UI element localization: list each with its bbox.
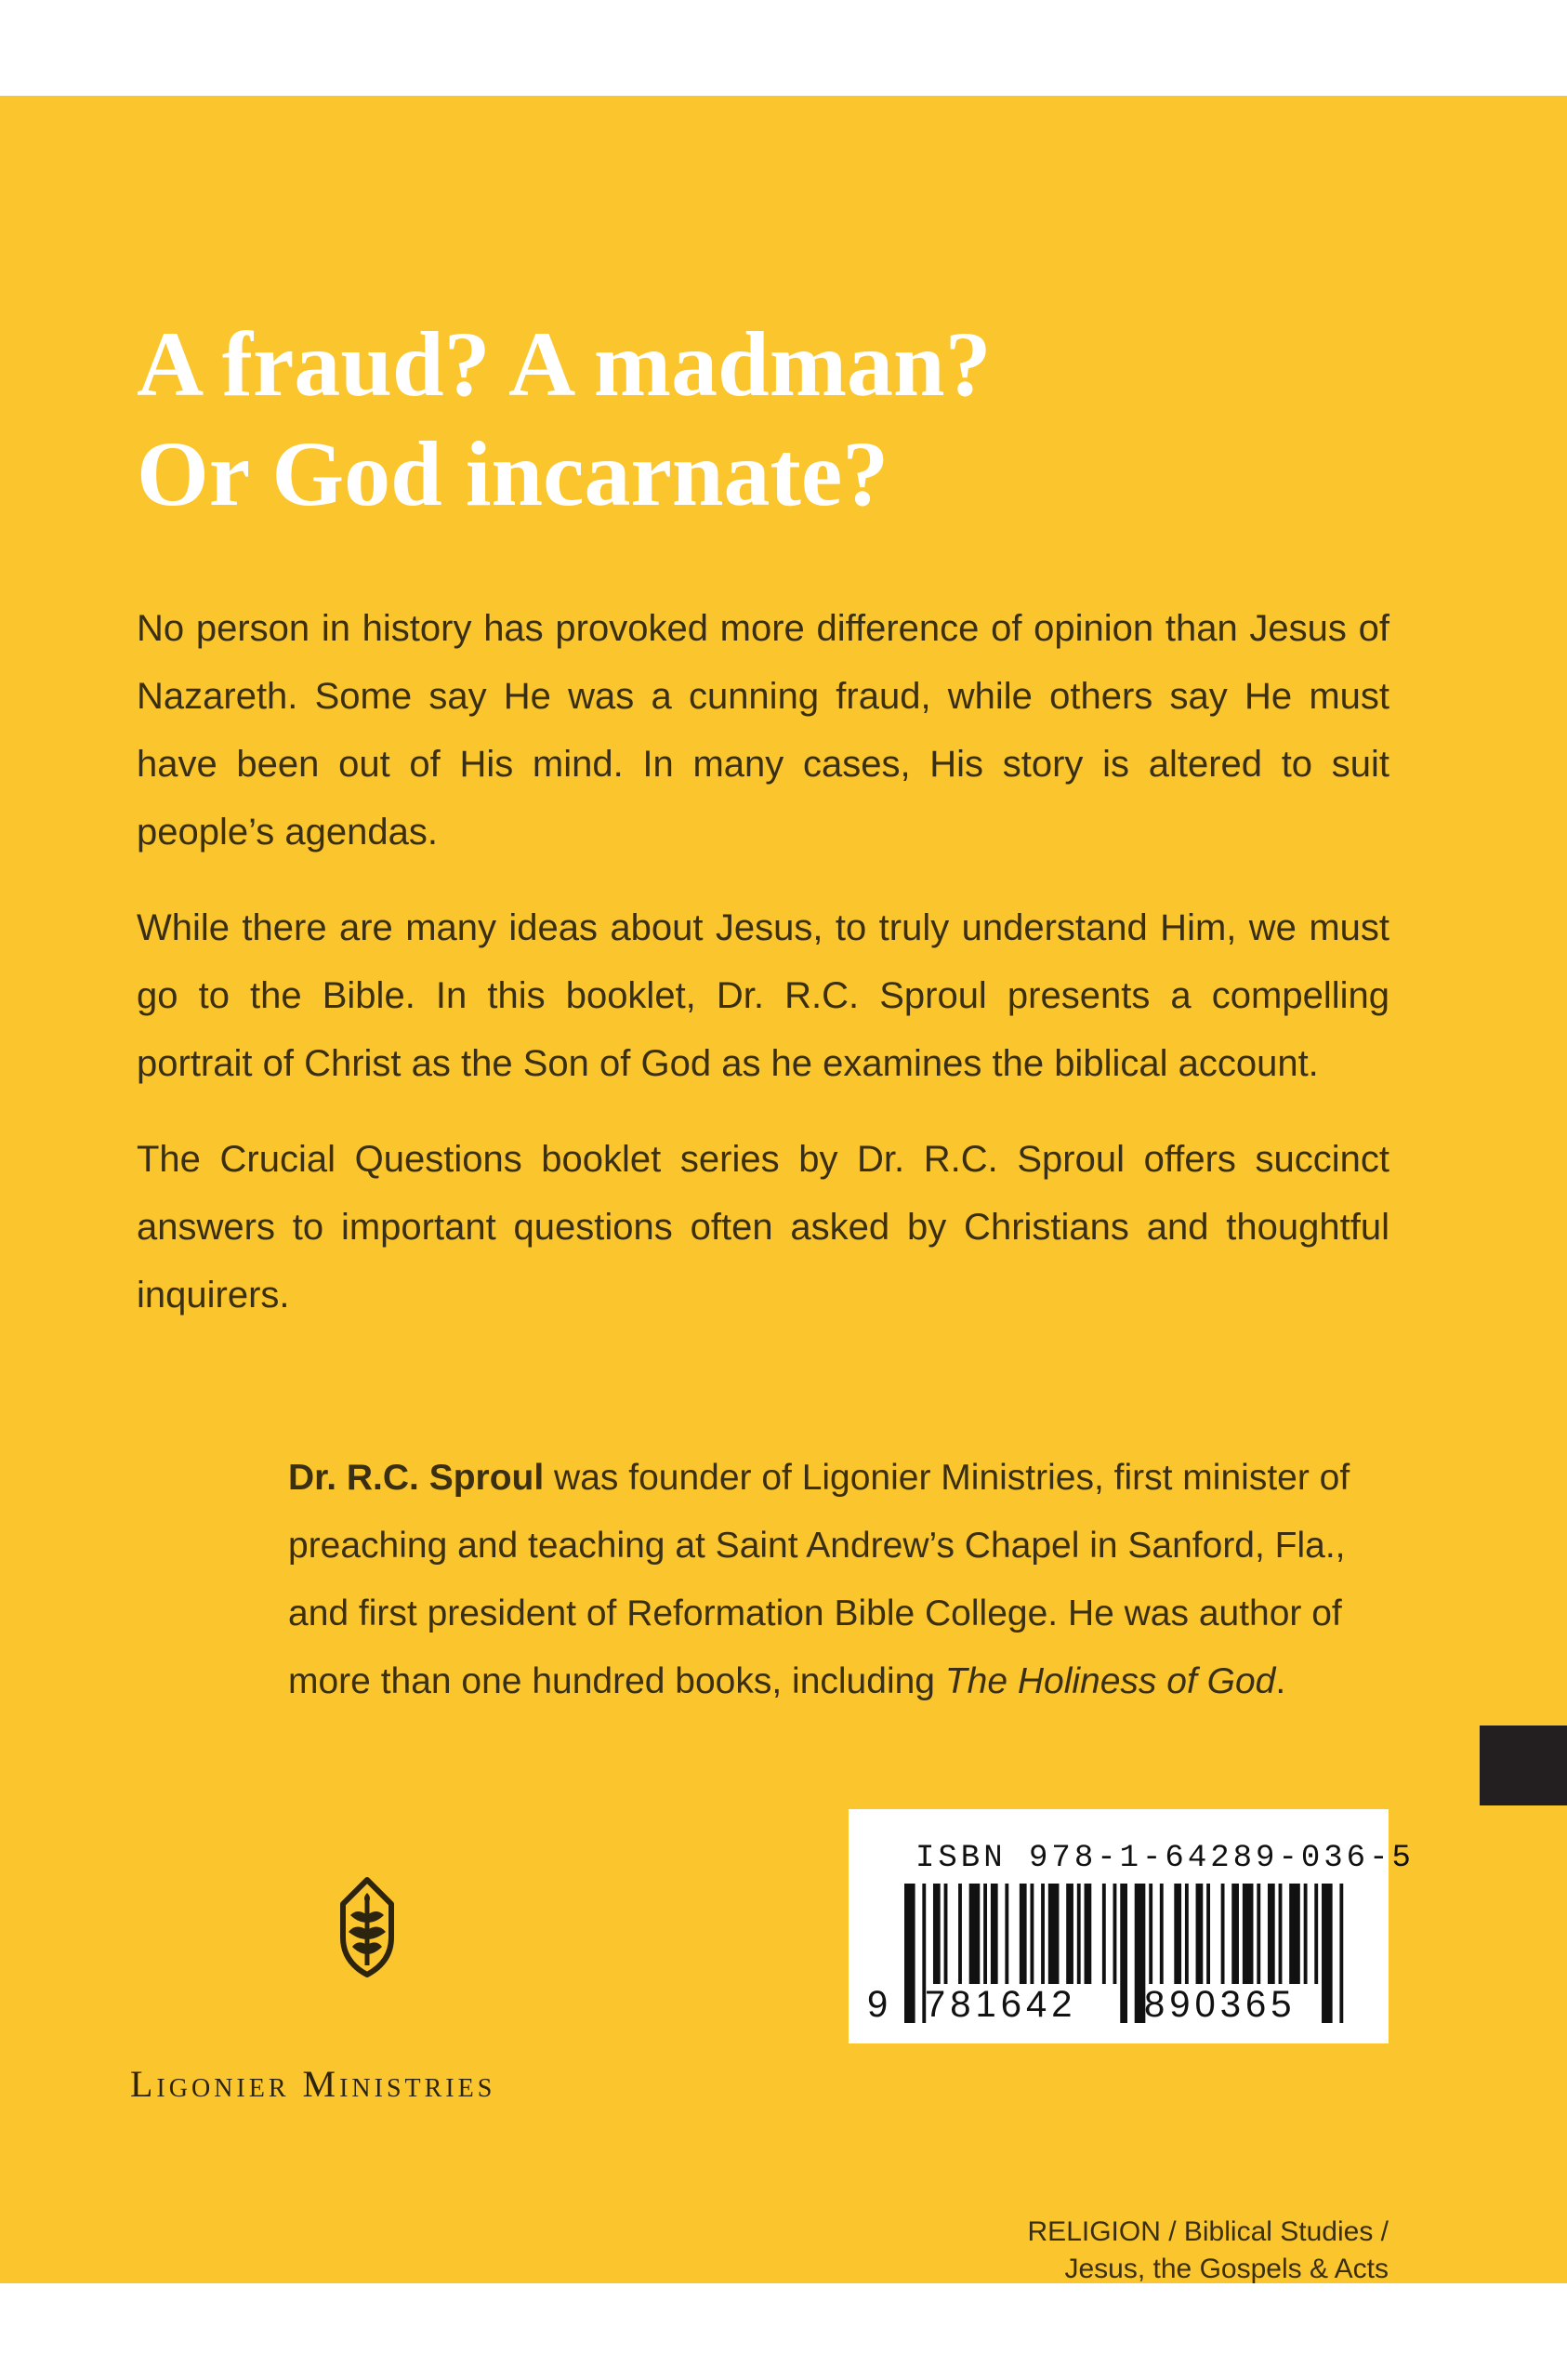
- barcode-bar: [1221, 1884, 1225, 1984]
- description-paragraph-1: No person in history has provoked more difference of opinion than Jesus of Nazareth. Some say He was a cunning fraud, while others say He must have been out of His mind. In many cases, His story is altered to suit people’s agendas.: [137, 608, 1389, 853]
- barcode-bar: [1020, 1884, 1027, 1984]
- barcode-bar: [1268, 1884, 1275, 1984]
- barcode-bar: [1196, 1884, 1204, 1984]
- category-line-1: RELIGION / Biblical Studies /: [1027, 2216, 1389, 2247]
- barcode-bar: [1160, 1884, 1164, 1984]
- barcode-bar: [983, 1884, 987, 1984]
- barcode-bar: [1120, 1884, 1127, 2023]
- barcode-bar: [1243, 1884, 1254, 1984]
- barcode-bar: [1030, 1884, 1034, 1984]
- barcode-bar: [904, 1884, 915, 2023]
- author-bio-end: .: [1275, 1661, 1286, 1701]
- description: [137, 595, 1389, 1357]
- barcode-bar: [1231, 1884, 1239, 1984]
- description-paragraph-3: The Crucial Questions booklet series by Dr. R.C. Sproul offers succinct answers to important questions often asked by Christians and thoughtful inquirers.: [137, 1139, 1389, 1316]
- barcode-bar: [944, 1884, 948, 1984]
- author-bio: [288, 1444, 1389, 1715]
- barcode-bar: [1279, 1884, 1283, 1984]
- ligonier-tree-icon: [321, 1876, 414, 1978]
- barcode-bar: [933, 1884, 941, 1984]
- book-back-cover: [0, 96, 1567, 2283]
- description-paragraph-2: While there are many ideas about Jesus, to truly understand Him, we must go to the Bible. In this booklet, Dr. R.C. Sproul presents a compelling portrait of Christ as the Son of God as he examines the biblical account.: [137, 907, 1389, 1084]
- barcode-bar: [1339, 1884, 1343, 2023]
- barcode-bar: [1304, 1884, 1308, 1984]
- headline-line-1: A fraud? A madman?: [137, 312, 992, 416]
- headline: [137, 310, 1345, 529]
- barcode-bar: [1066, 1884, 1073, 1984]
- barcode-bar: [1289, 1884, 1300, 1984]
- barcode-bar: [1257, 1884, 1260, 1984]
- barcode-bar: [1174, 1884, 1181, 1984]
- category-label: [836, 2214, 1389, 2288]
- barcode-bar: [1005, 1884, 1008, 1984]
- barcode-bar: [1314, 1884, 1318, 1984]
- author-bio-text: was founder of Ligonier Ministries, first minister of preaching and teaching at Saint Andrew’s Chapel in Sanford, Fla., and first president of Reformation Bible College. He was author of more than one hundred books, including: [288, 1458, 1350, 1701]
- barcode-bar: [958, 1884, 962, 1984]
- barcode-bar: [1048, 1884, 1060, 1984]
- isbn-barcode: [849, 1809, 1415, 2043]
- barcode-bar: [1102, 1884, 1106, 1984]
- publisher-logo: [130, 1876, 632, 2118]
- barcode-bar: [1041, 1884, 1045, 1984]
- author-book-title: The Holiness of God: [944, 1661, 1276, 1701]
- barcode-bar: [1077, 1884, 1081, 1984]
- black-tab-mark: [1480, 1726, 1567, 1805]
- publisher-name: Ligonier Ministries: [130, 2063, 496, 2105]
- isbn-number: ISBN 978-1-64289-036-5: [915, 1841, 1415, 1876]
- headline-line-2: Or God incarnate?: [137, 422, 889, 525]
- barcode-bar: [969, 1884, 981, 1984]
- category-line-2: Jesus, the Gospels & Acts: [1064, 2254, 1389, 2284]
- author-name: Dr. R.C. Sproul: [288, 1458, 545, 1498]
- barcode-bar: [991, 1884, 998, 1984]
- barcode-left-digits: 781642: [925, 1984, 1077, 2025]
- barcode-bar: [1149, 1884, 1152, 1984]
- barcode-bar: [1322, 1884, 1333, 2023]
- barcode-bar: [1206, 1884, 1210, 1984]
- barcode-right-digits: 890365: [1144, 1984, 1297, 2025]
- barcode-lead-digit: 9: [867, 1984, 889, 2025]
- barcode-bar: [1085, 1884, 1092, 1984]
- barcode-bar: [1113, 1884, 1117, 1984]
- barcode-bar: [1185, 1884, 1189, 1984]
